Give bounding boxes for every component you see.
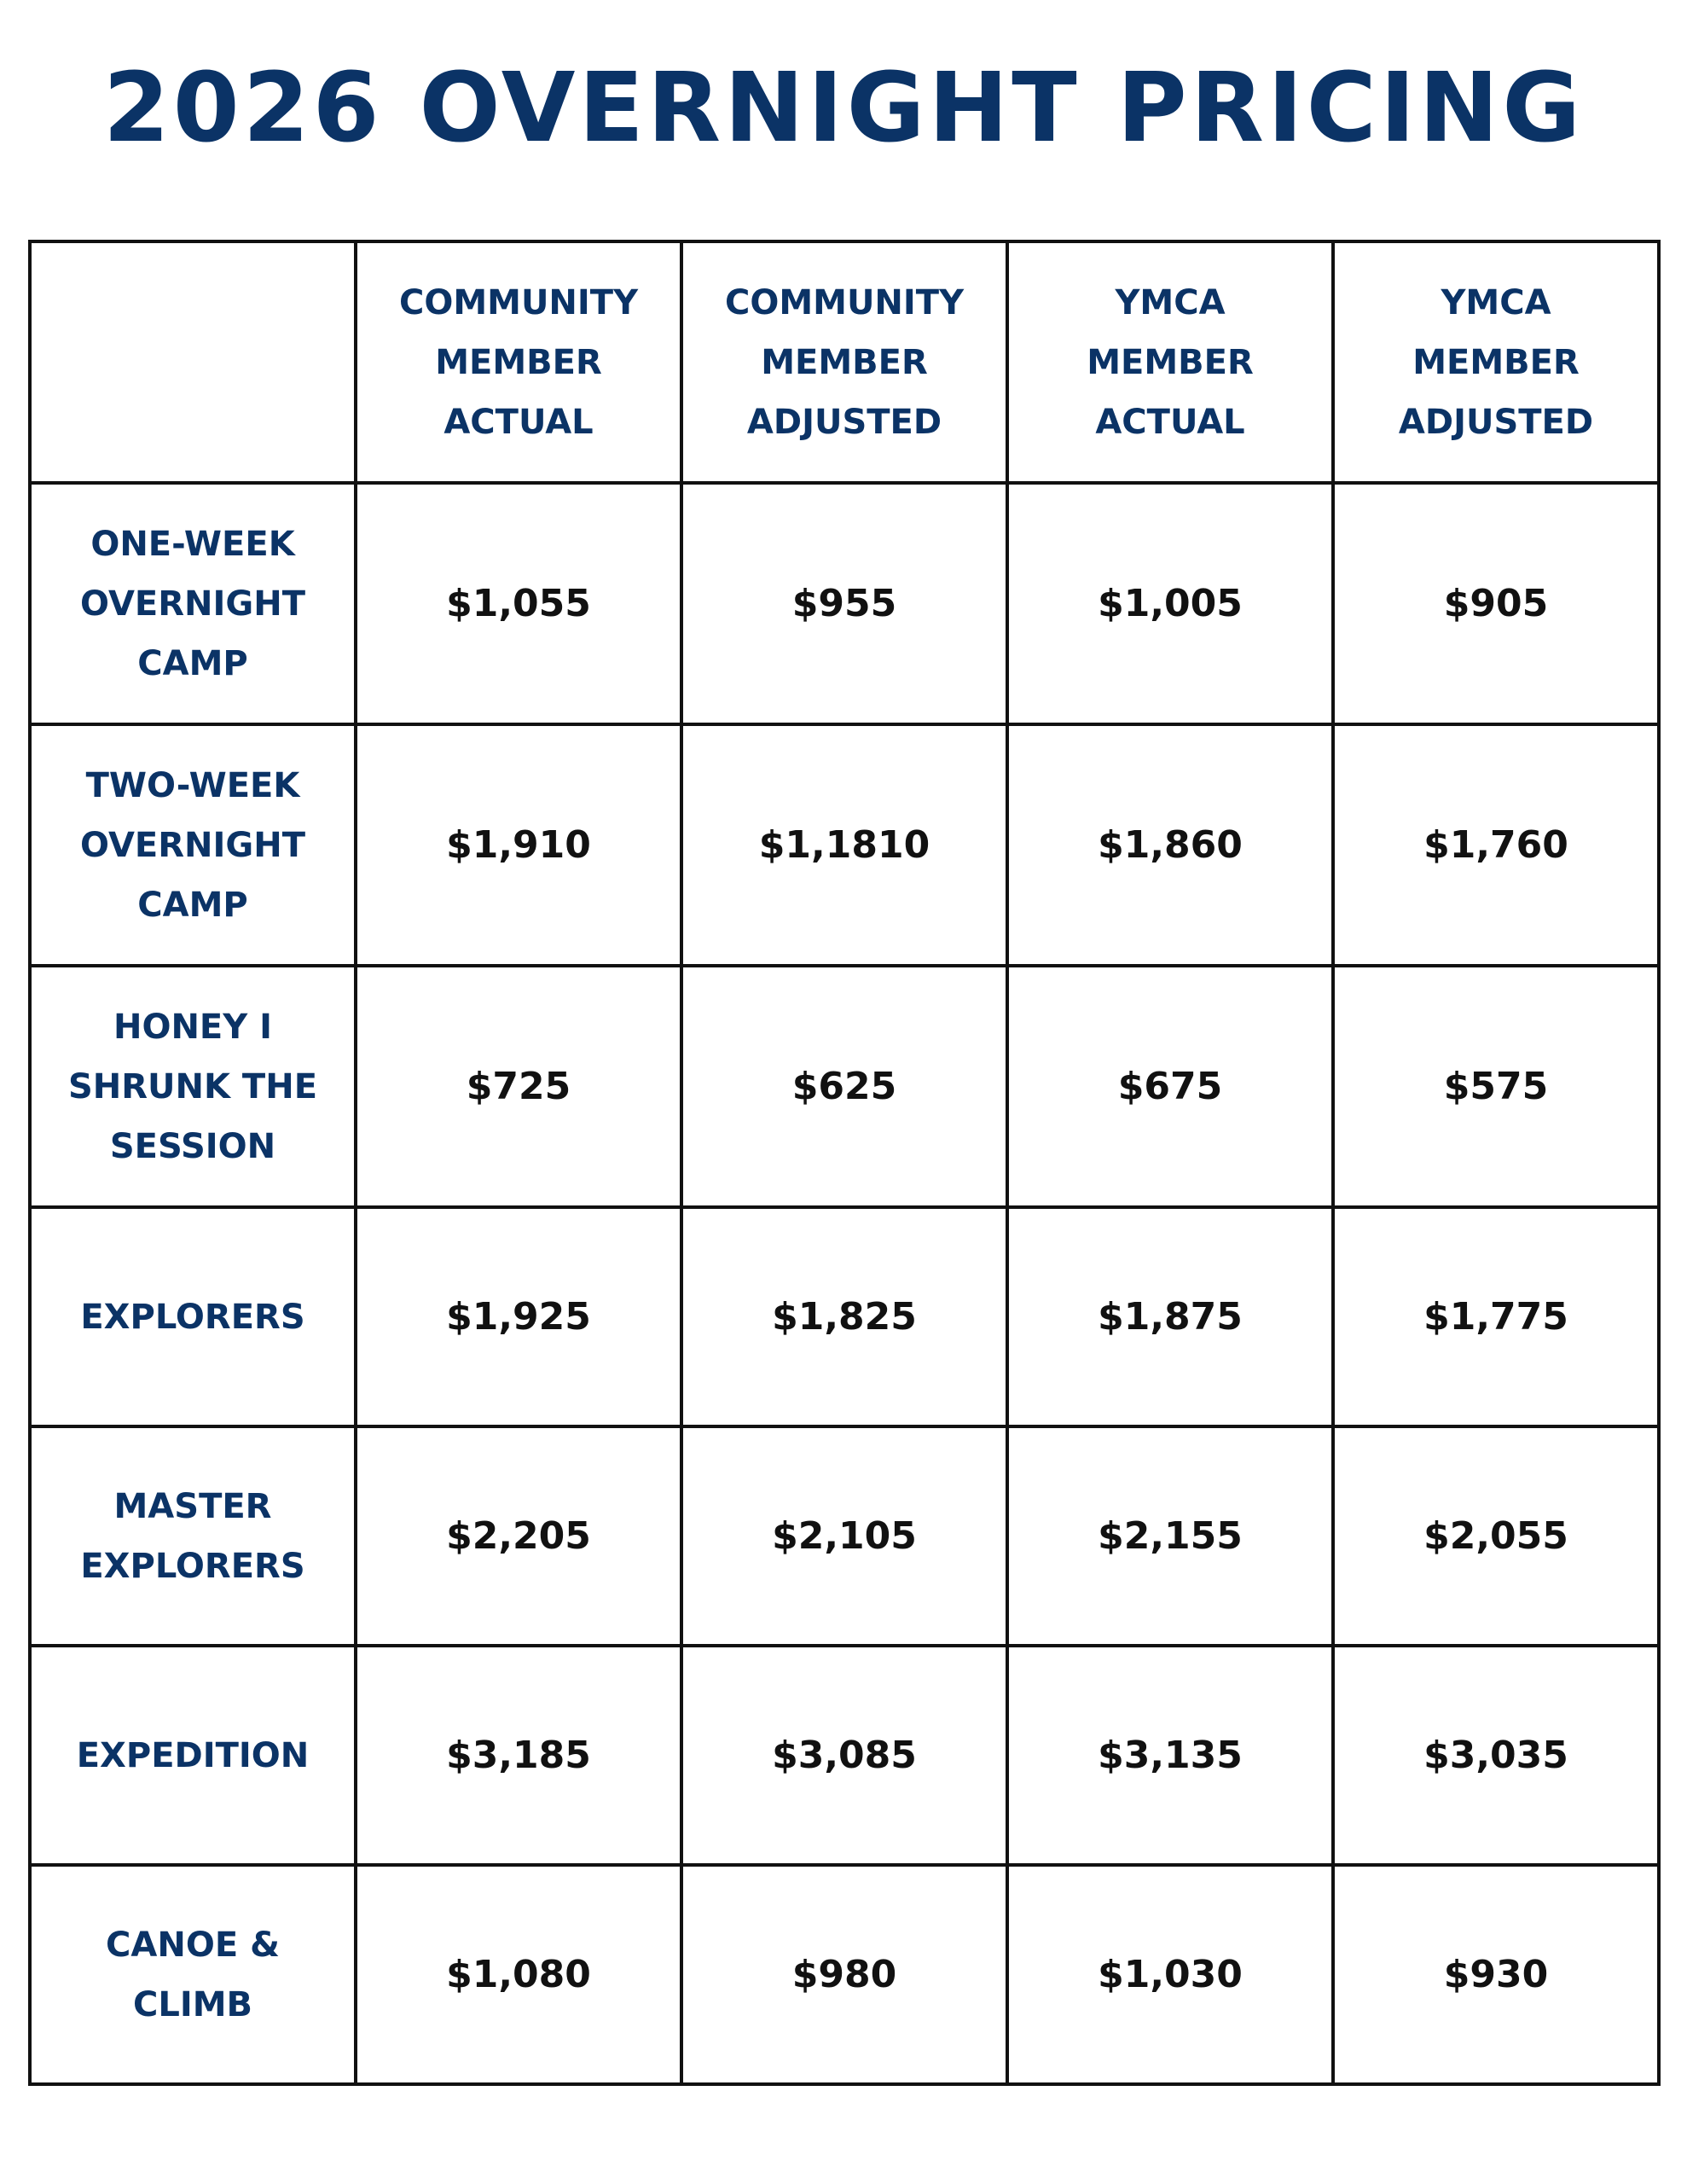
corner-cell bbox=[30, 241, 356, 483]
price-cell: $1,875 bbox=[1007, 1207, 1333, 1426]
column-header-ymca-actual: YMCA MEMBER ACTUAL bbox=[1007, 241, 1333, 483]
price-cell: $675 bbox=[1007, 966, 1333, 1207]
row-label: HONEY I SHRUNK THE SESSION bbox=[30, 966, 356, 1207]
price-cell: $905 bbox=[1333, 483, 1659, 724]
table-row bbox=[30, 1426, 1659, 1646]
row-label: ONE-WEEK OVERNIGHT CAMP bbox=[30, 483, 356, 724]
table-header-row bbox=[30, 241, 1659, 483]
row-label: TWO-WEEK OVERNIGHT CAMP bbox=[30, 724, 356, 966]
price-cell: $955 bbox=[681, 483, 1007, 724]
price-cell: $725 bbox=[356, 966, 681, 1207]
price-cell: $1,080 bbox=[356, 1865, 681, 2084]
price-cell: $1,055 bbox=[356, 483, 681, 724]
price-cell: $2,205 bbox=[356, 1426, 681, 1646]
price-cell: $1,775 bbox=[1333, 1207, 1659, 1426]
price-cell: $3,085 bbox=[681, 1646, 1007, 1865]
price-cell: $1,760 bbox=[1333, 724, 1659, 966]
table-row bbox=[30, 966, 1659, 1207]
price-cell: $1,030 bbox=[1007, 1865, 1333, 2084]
price-cell: $2,055 bbox=[1333, 1426, 1659, 1646]
price-cell: $2,105 bbox=[681, 1426, 1007, 1646]
page-title: 2026 OVERNIGHT PRICING bbox=[102, 53, 1585, 164]
price-cell: $1,925 bbox=[356, 1207, 681, 1426]
column-header-ymca-adjusted: YMCA MEMBER ADJUSTED bbox=[1333, 241, 1659, 483]
table-row bbox=[30, 1865, 1659, 2084]
price-cell: $1,1810 bbox=[681, 724, 1007, 966]
table-row bbox=[30, 1646, 1659, 1865]
table-row bbox=[30, 1207, 1659, 1426]
price-cell: $980 bbox=[681, 1865, 1007, 2084]
price-cell: $1,005 bbox=[1007, 483, 1333, 724]
price-cell: $625 bbox=[681, 966, 1007, 1207]
row-label: EXPEDITION bbox=[30, 1646, 356, 1865]
table-row bbox=[30, 724, 1659, 966]
price-cell: $1,825 bbox=[681, 1207, 1007, 1426]
price-cell: $575 bbox=[1333, 966, 1659, 1207]
price-cell: $2,155 bbox=[1007, 1426, 1333, 1646]
pricing-table bbox=[28, 240, 1661, 2086]
price-cell: $3,035 bbox=[1333, 1646, 1659, 1865]
row-label: CANOE & CLIMB bbox=[30, 1865, 356, 2084]
price-cell: $1,860 bbox=[1007, 724, 1333, 966]
price-cell: $3,135 bbox=[1007, 1646, 1333, 1865]
price-cell: $930 bbox=[1333, 1865, 1659, 2084]
column-header-community-actual: COMMUNITY MEMBER ACTUAL bbox=[356, 241, 681, 483]
price-cell: $3,185 bbox=[356, 1646, 681, 1865]
row-label: MASTER EXPLORERS bbox=[30, 1426, 356, 1646]
table-row bbox=[30, 483, 1659, 724]
column-header-community-adjusted: COMMUNITY MEMBER ADJUSTED bbox=[681, 241, 1007, 483]
price-cell: $1,910 bbox=[356, 724, 681, 966]
row-label: EXPLORERS bbox=[30, 1207, 356, 1426]
